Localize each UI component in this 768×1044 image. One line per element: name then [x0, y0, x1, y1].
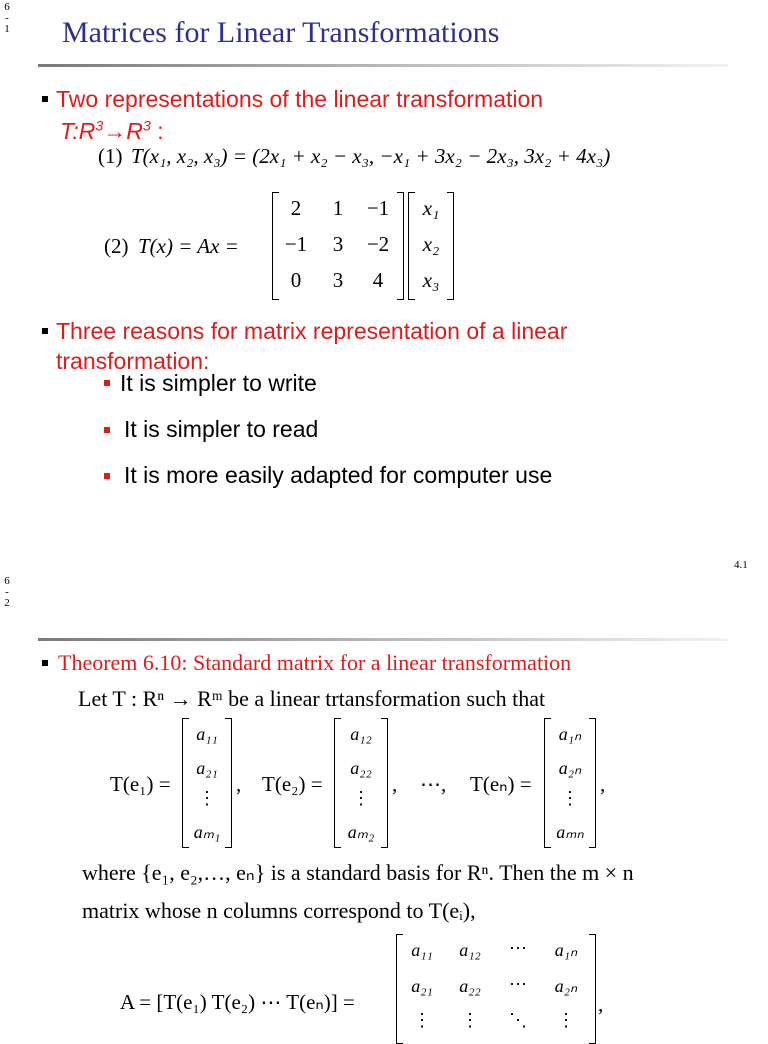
equation-2-label: (2)	[104, 234, 129, 258]
col-cell: aₘ₂	[347, 822, 375, 842]
equation-2-lhs: T(x) = Ax =	[138, 234, 239, 258]
matrix-cell: 3	[332, 232, 344, 256]
slide-title: Matrices for Linear Transformations	[62, 16, 500, 49]
sub-bullet-marker	[104, 380, 110, 386]
column-en	[544, 718, 596, 848]
let-statement: Let T : Rⁿ → Rᵐ be a linear trtansformation such that	[78, 686, 546, 711]
ellipsis: ⋯,	[420, 772, 447, 796]
equation-1-label: (1)	[98, 144, 123, 168]
ten-label: T(eₙ) =	[470, 772, 532, 796]
matrix-cell: ⋱	[509, 1010, 527, 1030]
slide-number-2: 6 - 2	[4, 575, 10, 609]
vector-x	[408, 192, 454, 300]
matrix-cell: a₂ₙ	[554, 976, 578, 996]
column-e2	[334, 718, 388, 848]
col-cell: a₂₁	[196, 758, 218, 778]
col-cell: ⋮	[198, 788, 216, 808]
matrix-cell: ⋯	[509, 938, 527, 958]
matrix-cell: a₁ₙ	[554, 940, 578, 960]
column-e1	[182, 718, 232, 848]
col-cell: ⋮	[352, 788, 370, 808]
col-cell: a₂ₙ	[558, 758, 582, 778]
matrix-cell: 4	[372, 268, 384, 292]
bullet-three-reasons-cont: transformation:	[56, 348, 210, 374]
bullet-marker	[42, 96, 48, 102]
title-divider	[38, 64, 728, 67]
reason-item: It is simpler to write	[120, 370, 317, 396]
matrix-cell: a₂₁	[411, 976, 433, 996]
col-cell: a₁₂	[350, 724, 372, 744]
transformation-notation: $T:R^3\to R^3$ :	[60, 118, 164, 144]
col-cell: ⋮	[561, 788, 579, 808]
reason-item: It is simpler to read	[124, 416, 319, 442]
title-divider	[38, 638, 728, 641]
where-statement: where {e₁, e₂,…, eₙ} is a standard basis for Rⁿ. Then the m × n	[82, 860, 634, 885]
te2-label: T(e₂) =	[262, 772, 323, 796]
col-cell: a₁ₙ	[558, 724, 582, 744]
bullet-marker	[42, 660, 48, 666]
bullet-marker	[42, 328, 48, 334]
te1-label: T(e₁) =	[110, 772, 171, 796]
matrix-cell: −2	[366, 232, 390, 256]
matrix-cell: 3	[332, 268, 344, 292]
matrix-A	[272, 192, 404, 300]
page-footer: 4.1	[734, 559, 748, 571]
matrix-cell: 1	[332, 196, 344, 220]
matrix-cell: ⋮	[461, 1010, 479, 1030]
comma: ,	[598, 992, 604, 1016]
standard-matrix-eq: A = [T(e₁) T(e₂) ⋯ T(eₙ)] =	[120, 990, 355, 1014]
matrix-cell: −1	[366, 196, 390, 220]
col-cell: a₁₁	[196, 724, 218, 744]
matrix-cell: −1	[284, 232, 308, 256]
comma: ,	[392, 772, 398, 796]
vector-cell: x₁	[422, 196, 440, 220]
standard-matrix-A	[396, 934, 596, 1044]
comma: ,	[236, 772, 242, 796]
matrix-cell: ⋯	[509, 974, 527, 994]
comma: ,	[600, 772, 606, 796]
sub-bullet-marker	[104, 427, 110, 433]
theorem-heading: Theorem 6.10: Standard matrix for a linear transformation	[58, 650, 572, 675]
matrix-cell: ⋮	[557, 1010, 575, 1030]
matrix-cell: a₁₂	[459, 940, 481, 960]
equation-1: T(x₁, x₂, x₃) = (2x₁ + x₂ − x₃, −x₁ + 3x₂ − 2x₃, 3x₂ + 4x₃)	[131, 144, 611, 168]
bullet-two-representations: Two representations of the linear transformation	[56, 86, 544, 112]
matrix-cell: 2	[290, 196, 302, 220]
vector-cell: x₂	[422, 232, 440, 256]
slide-number-1: 6 - 1	[4, 1, 10, 35]
matrix-cell: ⋮	[413, 1010, 431, 1030]
matrix-statement: matrix whose n columns correspond to T(eᵢ),	[82, 898, 476, 923]
col-cell: aₘ₁	[193, 822, 221, 842]
matrix-cell: 0	[290, 268, 302, 292]
col-cell: aₘₙ	[556, 822, 584, 842]
col-cell: a₂₂	[350, 758, 372, 778]
bullet-three-reasons: Three reasons for matrix representation of a linear	[56, 318, 568, 344]
vector-cell: x₃	[422, 268, 440, 292]
matrix-cell: a₂₂	[459, 976, 481, 996]
matrix-cell: a₁₁	[411, 940, 433, 960]
reason-item: It is more easily adapted for computer use	[124, 462, 553, 488]
sub-bullet-marker	[104, 473, 110, 479]
